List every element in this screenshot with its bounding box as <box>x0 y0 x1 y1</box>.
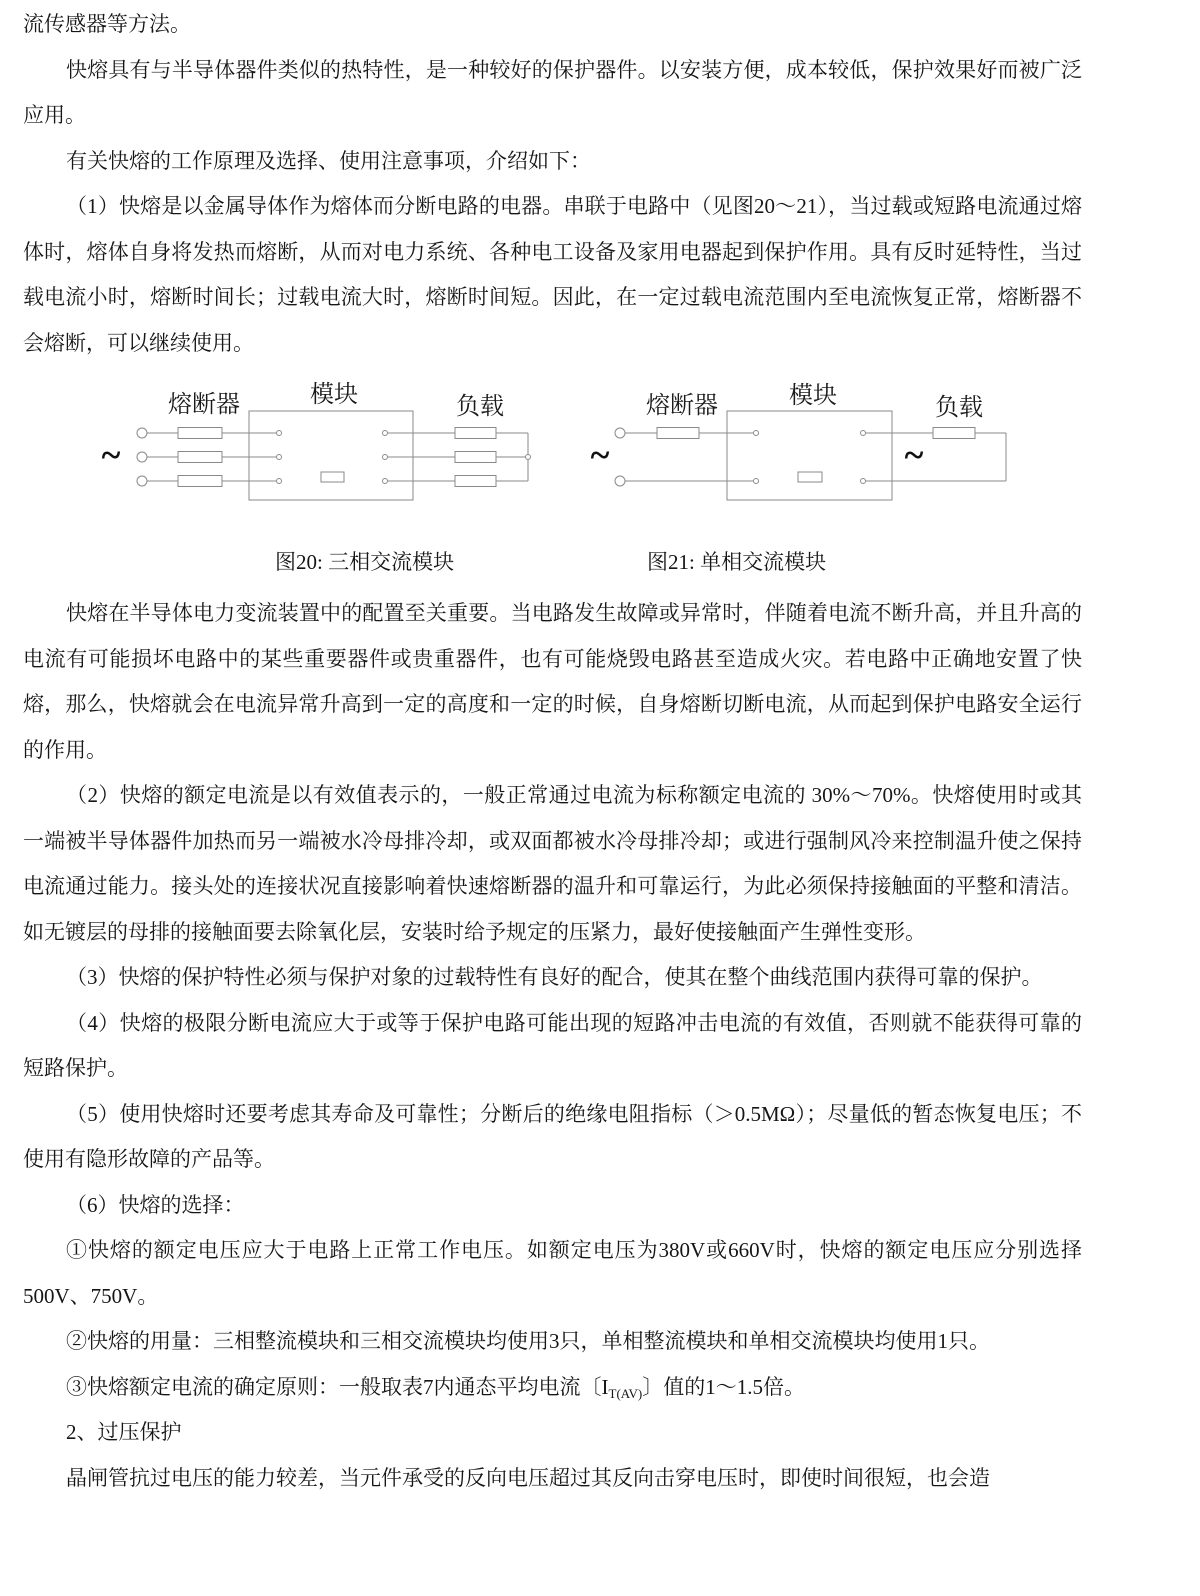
fuse-symbol <box>657 428 699 439</box>
fuse-label: 熔断器 <box>646 393 718 419</box>
source-terminal-node <box>615 476 625 486</box>
paragraph-overvoltage-intro: 晶闸管抗过电压的能力较差，当元件承受的反向电压超过其反向击穿电压时，即使时间很短，也会造 <box>66 1465 990 1490</box>
paragraph-item-6-1: ①快熔的额定电压应大于电路上正常工作电压。如额定电压为380V或660V时，快熔的额定电压应分别选择500V、750V。 <box>23 1238 1082 1308</box>
item-6-3-tail: 〕值的1～1.5倍。 <box>642 1374 805 1399</box>
module-inner-rect <box>321 472 344 482</box>
module-pin-node <box>861 479 866 484</box>
load-label: 负载 <box>456 394 504 420</box>
fuse-symbol <box>178 428 222 439</box>
paragraph-continuation: 流传感器等方法。 <box>23 12 191 36</box>
source-terminal-node <box>137 452 147 462</box>
module-pin-node <box>383 455 388 460</box>
ac-source-symbol: ~ <box>590 435 610 475</box>
module-pin-node <box>754 431 759 436</box>
item-6-3-text: ③快熔额定电流的确定原则：一般取表7内通态平均电流〔I <box>66 1374 609 1399</box>
paragraph-item-6: （6）快熔的选择： <box>66 1192 245 1217</box>
module-label: 模块 <box>789 383 837 409</box>
fuse-label: 熔断器 <box>168 392 240 418</box>
figure-20-three-phase-ac-module-diagram <box>95 373 540 508</box>
figure-20-caption: 图20: 三相交流模块 <box>275 550 455 574</box>
fuse-symbol <box>178 476 222 487</box>
load-resistor-symbol <box>933 428 975 439</box>
ac-source-symbol: ~ <box>101 435 121 475</box>
source-terminal-node <box>137 476 147 486</box>
module-label: 模块 <box>310 382 358 408</box>
load-resistor-symbol <box>455 476 496 487</box>
fuse-symbol <box>178 452 222 463</box>
paragraph-fuse-importance: 快熔在半导体电力变流装置中的配置至关重要。当电路发生故障或异常时，伴随着电流不断升高，并且升高的电流有可能损坏电路中的某些重要器件或贵重器件，也有可能烧毁电路甚至造成火灾。若电路中正确地安置了快熔，那么，快熔就会在电流异常升高到一定的高度和一定的时候，自身熔断切断电流，从而起到保护电路安全运行的作用。 <box>23 601 1082 762</box>
module-box <box>249 411 413 500</box>
module-inner-rect <box>798 472 822 482</box>
paragraph-item-1: （1）快熔是以金属导体作为熔体而分断电路的电器。串联于电路中（见图20～21），当过载或短路电流通过熔体时，熔体自身将发热而熔断，从而对电力系统、各种电工设备及家用电器起到保护作用。具有反时延特性，当过载电流小时，熔断时间长；过载电流大时，熔断时间短。因此，在一定过载电流范围内至电流恢复正常，熔断器不会熔断，可以继续使用。 <box>23 194 1082 355</box>
paragraph-item-6-2: ②快熔的用量：三相整流模块和三相交流模块均使用3只，单相整流模块和单相交流模块均使用1只。 <box>66 1329 990 1353</box>
paragraph-item-3: （3）快熔的保护特性必须与保护对象的过载特性有良好的配合，使其在整个曲线范围内获得可靠的保护。 <box>66 965 1043 989</box>
figure-21-single-phase-ac-module-diagram <box>585 373 1025 508</box>
junction-node <box>526 455 531 460</box>
paragraph-item-2: （2）快熔的额定电流是以有效值表示的，一般正常通过电流为标称额定电流的 30%～70%。快熔使用时或其一端被半导体器件加热而另一端被水冷母排冷却，或双面都被水冷母排冷却；或进行强制风冷来控制温升使之保持电流通过能力。接头处的连接状况直接影响着快速熔断器的温升和可靠运行，为此必须保持接触面的平整和清洁。如无镀层的母排的接触面要去除氧化层，安装时给予规定的压紧力，最好使接触面产生弹性变形。 <box>23 783 1082 944</box>
paragraph-intro-list: 有关快熔的工作原理及选择、使用注意事项，介绍如下： <box>66 148 591 173</box>
source-terminal-node <box>615 428 625 438</box>
module-pin-node <box>277 455 282 460</box>
figure-21-caption: 图21: 单相交流模块 <box>647 550 827 574</box>
current-subscript: T(AV) <box>608 1385 643 1401</box>
paragraph-item-6-3 <box>23 1365 1082 1411</box>
load-label: 负载 <box>935 395 983 421</box>
module-pin-node <box>277 479 282 484</box>
load-resistor-symbol <box>455 452 496 463</box>
paragraph-fuse-overview: 快熔具有与半导体器件类似的热特性，是一种较好的保护器件。以安装方便，成本较低，保护效果好而被广泛应用。 <box>23 57 1082 127</box>
figures-row <box>0 366 1200 591</box>
module-pin-node <box>383 479 388 484</box>
module-pin-node <box>754 479 759 484</box>
module-pin-node <box>383 431 388 436</box>
paragraph-item-5: （5）使用快熔时还要考虑其寿命及可靠性；分断后的绝缘电阻指标（＞0.5MΩ）；尽量低的暂态恢复电压；不使用有隐形故障的产品等。 <box>23 1101 1082 1171</box>
source-terminal-node <box>137 428 147 438</box>
paragraph-item-4: （4）快熔的极限分断电流应大于或等于保护电路可能出现的短路冲击电流的有效值，否则就不能获得可靠的短路保护。 <box>23 1010 1082 1080</box>
module-box <box>727 411 892 500</box>
paragraph-section-2-heading: 2、过压保护 <box>66 1420 182 1444</box>
module-pin-node <box>861 431 866 436</box>
load-resistor-symbol <box>455 428 496 439</box>
ac-output-symbol: ~ <box>904 435 924 475</box>
module-pin-node <box>277 431 282 436</box>
